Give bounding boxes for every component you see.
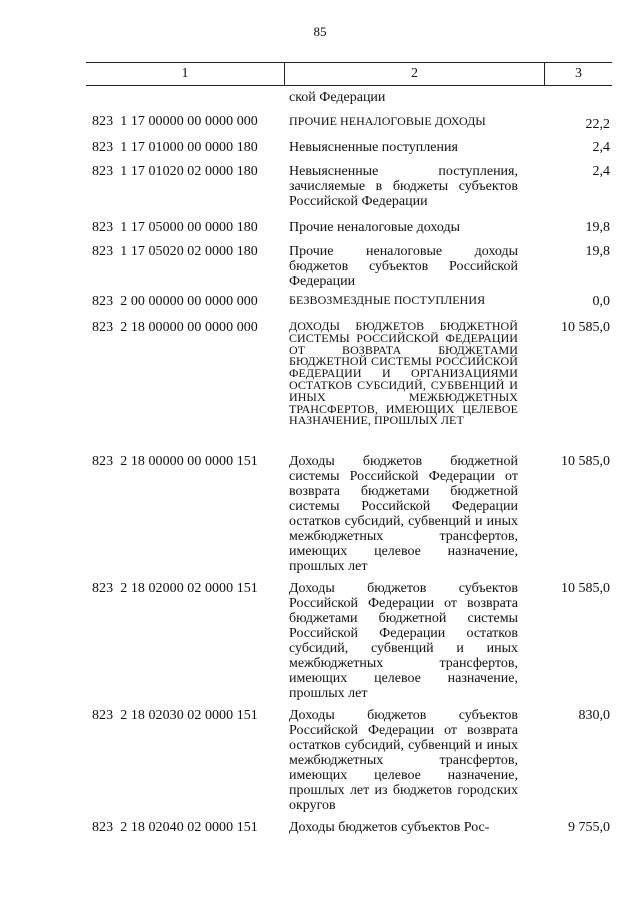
row-code: 823 1 17 01020 02 0000 180 (92, 164, 258, 179)
row-name: Невыясненные поступления (289, 140, 458, 155)
row-code: 823 1 17 05020 02 0000 180 (92, 244, 258, 259)
row-name: Невыясненные поступления, зачисляемые в бюджеты субъектов Российской Федерации (289, 164, 518, 209)
page-number: 85 (313, 24, 327, 39)
row-code: 823 1 17 01000 00 0000 180 (92, 140, 258, 155)
row-name: ПРОЧИЕ НЕНАЛОГОВЫЕ ДОХОДЫ (289, 114, 486, 128)
row-code: 823 2 18 02030 02 0000 151 (92, 708, 258, 723)
column-header-3: 3 (575, 66, 582, 81)
row-value: 10 585,0 (561, 320, 610, 335)
row-value: 22,2 (585, 117, 610, 132)
row-value: 10 585,0 (561, 581, 610, 596)
row-value: 19,8 (585, 220, 610, 235)
row-name: Доходы бюджетов бюджетной системы Российской Федерации от возврата бюджетами бюджетной системы Российской Федерации остатков субсидий, субвенций и иных межбюджетных трансфертов, имеющих целевое назначение, прошлых лет (289, 454, 518, 574)
row-name: Прочие неналоговые доходы (289, 220, 461, 235)
row-value: 19,8 (585, 244, 610, 259)
row-value: 10 585,0 (561, 454, 610, 469)
row-value: 2,4 (592, 140, 610, 155)
row-code: 823 2 18 02000 02 0000 151 (92, 581, 258, 596)
row-code: 823 2 18 02040 02 0000 151 (92, 820, 258, 835)
row-code: 823 2 00 00000 00 0000 000 (92, 294, 258, 309)
row-name: Доходы бюджетов субъектов Рос- (289, 820, 490, 835)
row-name: БЕЗВОЗМЕЗДНЫЕ ПОСТУПЛЕНИЯ (289, 293, 486, 307)
row-value: 0,0 (592, 294, 610, 309)
row-name: Прочие неналоговые доходы бюджетов субъектов Российской Федерации (289, 244, 518, 289)
row-value: 9 755,0 (568, 820, 610, 835)
row-value: 2,4 (592, 164, 610, 179)
row-code: 823 2 18 00000 00 0000 151 (92, 454, 258, 469)
row-code: 823 2 18 00000 00 0000 000 (92, 320, 258, 335)
row-name: Доходы бюджетов субъектов Российской Федерации от возврата остатков субсидий, субвенций и иных межбюджетных трансфертов, имеющих целевое назначение, прошлых лет из бюджетов городских округов (289, 708, 518, 813)
row-name: Доходы бюджетов субъектов Российской Федерации от возврата бюджетами бюджетной системы Российской Федерации остатков субсидий, субвенций и иных межбюджетных трансфертов, имеющих целевое назначение, прошлых лет (289, 581, 518, 701)
table-header (86, 62, 612, 86)
column-header-2: 2 (285, 63, 545, 85)
row-code: 823 1 17 00000 00 0000 000 (92, 114, 258, 129)
row-value: 830,0 (578, 708, 610, 723)
continuation-text: ской Федерации (289, 90, 386, 105)
row-code: 823 1 17 05000 00 0000 180 (92, 220, 258, 235)
column-header-1: 1 (86, 63, 285, 85)
row-name: ДОХОДЫ БЮДЖЕТОВ БЮДЖЕТНОЙ СИСТЕМЫ РОССИЙСКОЙ ФЕДЕРАЦИИ ОТ ВОЗВРАТА БЮДЖЕТАМИ БЮДЖЕТНОЙ СИСТЕМЫ РОССИЙСКОЙ ФЕДЕРАЦИИ И ОРГАНИЗАЦИЯМИ ОСТАТКОВ СУБСИДИЙ, СУБВЕНЦИЙ И ИНЫХ МЕЖБЮДЖЕТНЫХ ТРАНСФЕРТОВ, ИМЕЮЩИХ ЦЕЛЕВОЕ НАЗНАЧЕНИЕ, ПРОШЛЫХ ЛЕТ (289, 319, 518, 428)
